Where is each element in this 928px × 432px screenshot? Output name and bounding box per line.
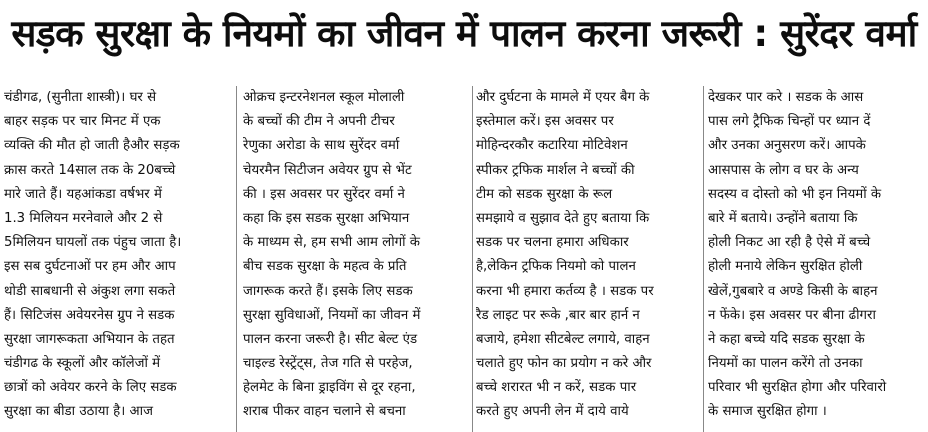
text-line: पालन करना जरूरी है। सीट बेल्ट एंड <box>243 331 418 347</box>
text-line: बीच सडक सुरक्षा के महत्व के प्रति <box>243 259 407 275</box>
text-line: करना भी हमारा कर्तव्य है । सडक पर <box>476 283 654 299</box>
text-line: हेलमेट के बिना ड्राइविंग से दूर रहना, <box>243 380 416 396</box>
text-line: शराब पीकर वाहन चलाने से बचना <box>243 404 406 420</box>
text-line: न फेंके। इस अवसर पर बीना ढीगरा <box>708 307 876 323</box>
text-line: मोहिन्दरकौर कटारिया मोटिवेशन <box>476 138 628 154</box>
text-line: समझाये व सुझाव देते हुए बताया कि <box>476 210 650 226</box>
text-line: 1.3 मिलियन मरनेवाले और 2 से <box>4 210 163 226</box>
article-column-1 <box>4 86 230 432</box>
text-line: आसपास के लोग व घर के अन्य <box>708 162 859 178</box>
text-line: ओक्रच इन्टरनेशनल स्कूल मोलाली <box>243 90 405 105</box>
article-body <box>0 86 928 432</box>
text-line: पास लगे ट्रैफिक चिन्हों पर ध्यान दें <box>708 114 871 130</box>
text-line: ने कहा बच्चे यदि सडक सुरक्षा के <box>708 331 865 347</box>
text-line: होली निकट आ रही है ऐसे में बच्चे <box>708 235 871 251</box>
text-line: बच्चे शरारत भी न करें, सडक पार <box>476 380 637 396</box>
text-line: सदस्य व दोस्तो को भी इन नियमों के <box>708 186 882 202</box>
article-column-4 <box>708 86 924 432</box>
text-line: की । इस अवसर पर सुरेंदर वर्मा ने <box>243 186 405 202</box>
text-line: करते हुए अपनी लेन में दाये वाये <box>476 404 629 420</box>
text-line: होली मनाये लेकिन सुरक्षित होली <box>708 259 863 275</box>
text-line: चलाते हुए फोन का प्रयोग न करे और <box>476 356 652 372</box>
text-line: सुरक्षा सुविधाओं, नियमों का जीवन में <box>243 307 421 323</box>
text-line: हैं। सिटिजंस अवेयरनेस ग्रुप ने सडक <box>4 307 175 323</box>
article-headline: सड़क सुरक्षा के नियमों का जीवन में पालन करना जरूरी : सुरेंदर वर्मा <box>11 12 917 55</box>
text-line: सुरक्षा का बीडा उठाया है। आज <box>4 404 153 420</box>
text-line: क्रास करते 14साल तक के 20बच्चे <box>4 162 176 178</box>
text-line: बाहर सड़क पर चार मिनट में एक <box>4 114 161 130</box>
text-line: थोडी साबधानी से अंकुश लगा सकते <box>4 283 176 299</box>
text-line: इस्तेमाल करें। इस अवसर पर <box>476 114 614 130</box>
text-line: खेलें,गुबबारे व अण्डे किसी के बाहन <box>708 283 878 299</box>
text-line: कहा कि इस सडक सुरक्षा अभियान <box>243 210 410 226</box>
text-line: के बच्चों की टीम ने अपनी टीचर <box>243 114 395 130</box>
text-line: सुरक्षा जागरूकता अभियान के तहत <box>4 331 175 347</box>
text-line: चंडीगढ के स्कूलों और कॉलेजों में <box>4 356 161 372</box>
text-line: छात्रों को अवेयर करने के लिए सडक <box>4 380 177 396</box>
text-line: रैड लाइट पर रूके ,बार बार हार्न न <box>476 307 640 323</box>
text-line: और दुर्घटना के मामले में एयर बैग के <box>476 90 650 105</box>
text-line: चाइल्ड रेस्ट्रेंट्स, तेज गति से परहेज, <box>243 356 413 372</box>
article-column-2 <box>243 86 469 432</box>
text-line: नियमों का पालन करेंगे तो उनका <box>708 356 863 372</box>
text-line: के माध्यम से, हम सभी आम लोगों के <box>243 235 421 251</box>
text-line: 5मिलियन घायलों तक पंहुच जाता है। <box>4 235 182 251</box>
text-line: स्पीकर ट्रफिक मार्शल ने बच्चों की <box>476 162 635 178</box>
article-column-3 <box>476 86 698 432</box>
text-line: इस सब दुर्घटनाओं पर हम और आप <box>4 259 176 275</box>
text-line: मारे जाते हैं। यहआंकडा वर्षभर में <box>4 186 162 202</box>
text-line: रेणुका अरोडा के साथ सुरेंदर वर्मा <box>243 138 400 154</box>
text-line: के समाज सुरक्षित होगा । <box>708 404 827 420</box>
text-line: सडक पर चलना हमारा अधिकार <box>476 235 629 251</box>
text-line: टीम को सडक सुरक्षा के रूल <box>476 186 613 202</box>
text-line: व्यक्ति की मौत हो जाती हैऔर सड़क <box>4 138 180 154</box>
text-line: बजाये, हमेशा सीटबेल्ट लगाये, वाहन <box>476 331 650 347</box>
text-line: परिवार भी सुरक्षित होगा और परिवारो <box>708 380 887 396</box>
text-line: जागरूक करते हैं। इसके लिए सडक <box>243 283 413 299</box>
text-line: देखकर पार करे । सडक के आस <box>708 90 864 105</box>
text-line: चंडीगढ, (सुनीता शास्त्री)। घर से <box>4 90 157 105</box>
text-line: चेयरमैन सिटीजन अवेयर ग्रुप से भेंट <box>243 162 412 178</box>
text-line: और उनका अनुसरण करें। आपके <box>708 138 866 154</box>
text-line: बारे में बताये। उन्होंने बताया कि <box>708 210 858 226</box>
text-line: है,लेकिन ट्रफिक नियमो को पालन <box>476 259 636 275</box>
